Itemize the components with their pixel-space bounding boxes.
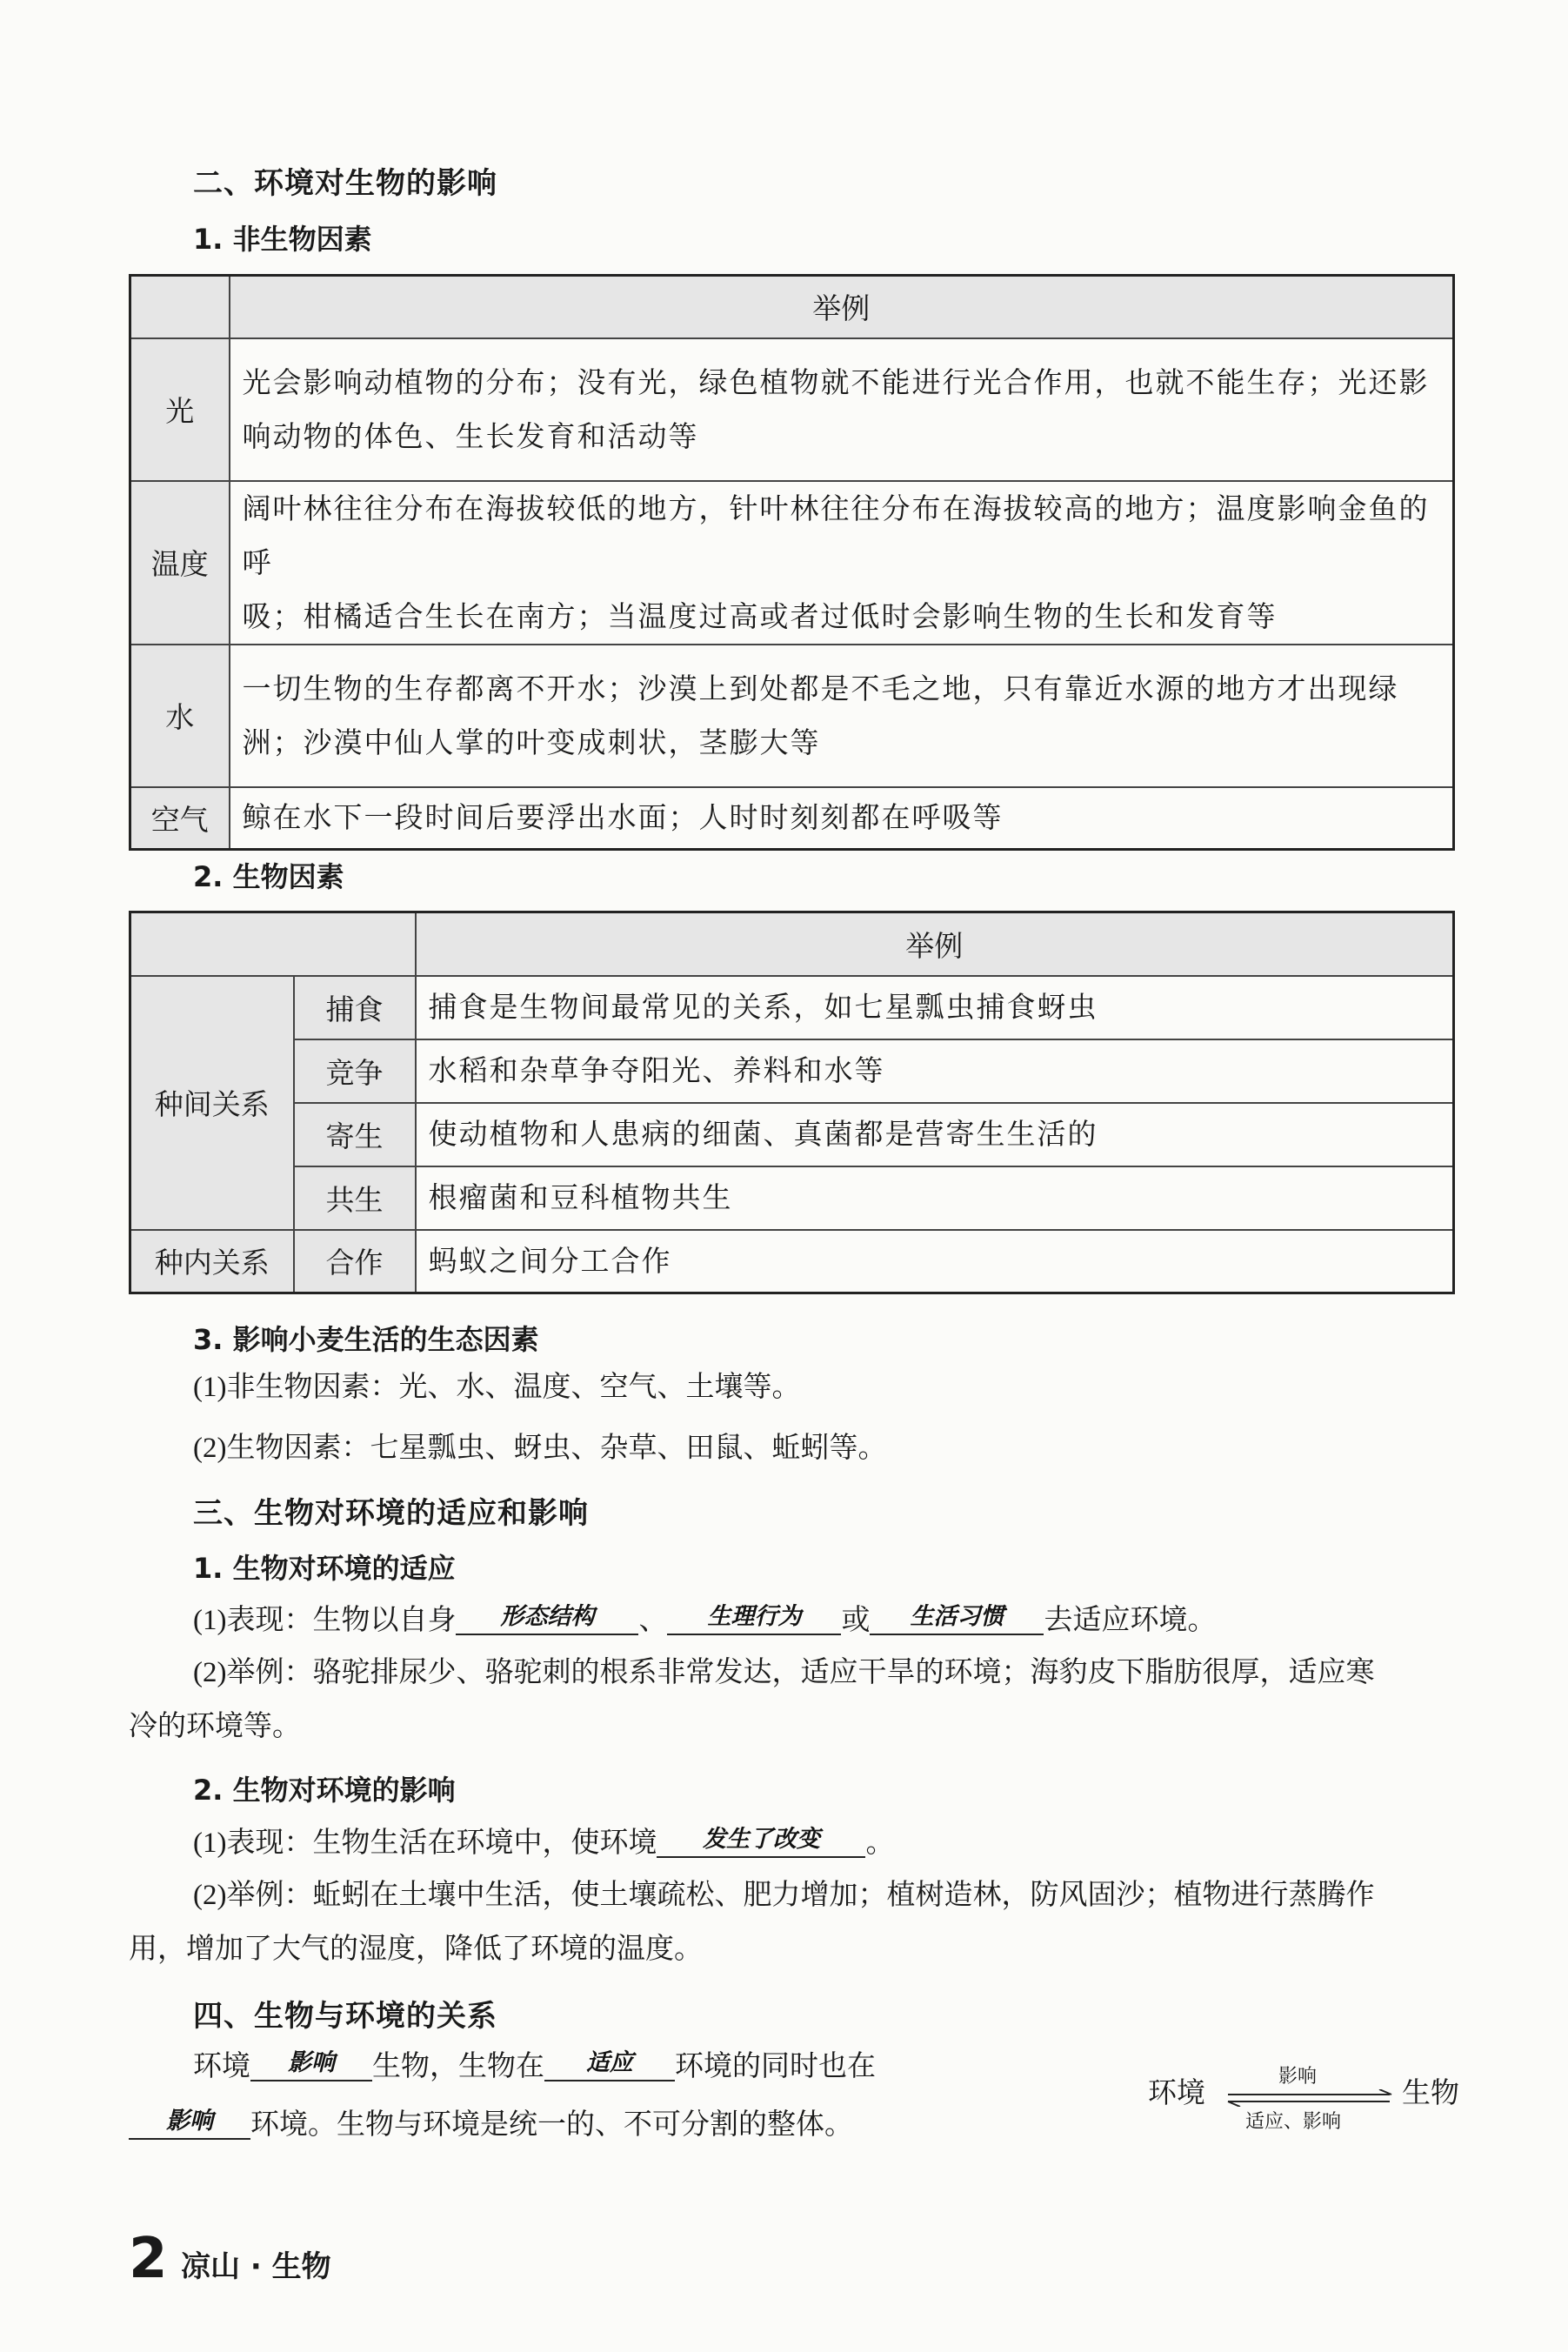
wheat-abiotic: (1)非生物因素：光、水、温度、空气、土壤等。 — [193, 1372, 801, 1403]
header-example: 举例 — [416, 912, 1454, 976]
text: 生物，生物在 — [372, 2051, 544, 2082]
example-line: 阔叶林往往分布在海拔较低的地方，针叶林往往分布在海拔较高的地方；温度影响金鱼的呼 — [242, 491, 1430, 579]
diagram-left-label: 环境 — [1148, 2078, 1205, 2109]
example-cell — [230, 481, 1454, 645]
text: 或 — [841, 1605, 871, 1636]
diagram-right-label: 生物 — [1402, 2078, 1459, 2109]
relation-type: 捕食 — [294, 976, 416, 1039]
text: 去适应环境。 — [1044, 1605, 1217, 1636]
fill-blank: 形态结构 — [456, 1602, 638, 1635]
relation-type: 合作 — [294, 1230, 416, 1293]
table-row — [130, 338, 1454, 481]
fill-blank: 生活习惯 — [870, 1602, 1044, 1635]
text: 、 — [638, 1605, 668, 1636]
influence-example-line1: (2)举例：蚯蚓在土壤中生活，使土壤疏松、肥力增加；植树造林，防风固沙；植物进行蒸腾作 — [193, 1880, 1375, 1911]
relation-example: 捕食是生物间最常见的关系，如七星瓢虫捕食蚜虫 — [416, 976, 1454, 1039]
factor-air: 空气 — [130, 787, 230, 850]
relation-example: 蚂蚁之间分工合作 — [416, 1230, 1454, 1293]
fill-blank: 发生了改变 — [657, 1825, 865, 1858]
section3-title: 三、生物对环境的适应和影响 — [193, 1496, 589, 1531]
table-row — [130, 645, 1454, 787]
section2-title: 二、环境对生物的影响 — [193, 166, 497, 201]
adaptation-example-line2: 冷的环境等。 — [129, 1711, 301, 1742]
relation-type: 寄生 — [294, 1103, 416, 1166]
relation-type: 竞争 — [294, 1039, 416, 1103]
adaptation-example-line1: (2)举例：骆驼排尿少、骆驼刺的根系非常发达，适应干旱的环境；海豹皮下脂肪很厚，适应寒 — [193, 1657, 1375, 1688]
double-arrow-icon — [1224, 2089, 1395, 2107]
example-line: 光会影响动植物的分布；没有光，绿色植物就不能进行光合作用，也就不能生存；光还影 — [242, 364, 1430, 399]
text: (1)表现：生物生活在环境中，使环境 — [193, 1827, 657, 1859]
diagram-bottom-label: 适应、影响 — [1245, 2111, 1342, 2133]
section2-sub2: 2. 生物因素 — [193, 860, 344, 893]
section2-sub3: 3. 影响小麦生活的生态因素 — [193, 1323, 539, 1356]
factor-water: 水 — [130, 645, 230, 787]
relation-example: 使动植物和人患病的细菌、真菌都是营寄生生活的 — [416, 1103, 1454, 1166]
section2-sub1: 1. 非生物因素 — [193, 223, 372, 256]
fill-blank: 影响 — [129, 2107, 250, 2140]
example-cell — [230, 787, 1454, 850]
example-line: 吸；柑橘适合生长在南方；当温度过高或者过低时会影响生物的生长和发育等 — [242, 598, 1278, 633]
relation-line1 — [193, 2048, 876, 2081]
fill-blank: 影响 — [250, 2048, 372, 2081]
page-number: 2 — [129, 2227, 168, 2291]
header-empty-cell — [130, 276, 230, 338]
wheat-biotic: (2)生物因素：七星瓢虫、蚜虫、杂草、田鼠、蚯蚓等。 — [193, 1433, 887, 1464]
header-example: 举例 — [230, 276, 1454, 338]
book-title: 凉山 · 生物 — [181, 2249, 331, 2284]
section4-title: 四、生物与环境的关系 — [193, 1999, 497, 2034]
table-header-row — [130, 276, 1454, 338]
relation-line2 — [129, 2107, 853, 2140]
section3-sub2: 2. 生物对环境的影响 — [193, 1774, 456, 1807]
example-line: 响动物的体色、生长发育和活动等 — [242, 418, 699, 453]
adaptation-manifestation — [193, 1602, 1216, 1635]
text: (1)表现：生物以自身 — [193, 1605, 457, 1636]
table-row — [130, 976, 1454, 1039]
example-line: 一切生物的生存都离不开水；沙漠上到处都是不毛之地，只有靠近水源的地方才出现绿 — [242, 671, 1399, 705]
section3-sub1: 1. 生物对环境的适应 — [193, 1552, 456, 1585]
influence-example-line2: 用，增加了大气的湿度，降低了环境的温度。 — [129, 1934, 703, 1965]
example-line: 鲸在水下一段时间后要浮出水面；人时时刻刻都在呼吸等 — [242, 800, 1004, 835]
biotic-factors-table — [129, 911, 1455, 1294]
table-row — [130, 1230, 1454, 1293]
relation-example: 根瘤菌和豆科植物共生 — [416, 1166, 1454, 1230]
relation-example: 水稻和杂草争夺阳光、养料和水等 — [416, 1039, 1454, 1103]
header-empty-cell — [130, 912, 416, 976]
relation-type: 共生 — [294, 1166, 416, 1230]
diagram-top-label: 影响 — [1278, 2066, 1318, 2088]
table-row — [130, 787, 1454, 850]
group-intraspecific: 种内关系 — [130, 1230, 294, 1293]
example-cell — [230, 338, 1454, 481]
factor-temperature: 温度 — [130, 481, 230, 645]
fill-blank: 生理行为 — [667, 1602, 841, 1635]
text: 。 — [865, 1827, 895, 1859]
table-row — [130, 1103, 1454, 1166]
table-row — [130, 1166, 1454, 1230]
table-header-row — [130, 912, 1454, 976]
group-interspecific: 种间关系 — [130, 976, 294, 1230]
abiotic-factors-table — [129, 274, 1455, 851]
text: 环境的同时也在 — [675, 2051, 876, 2082]
factor-light: 光 — [130, 338, 230, 481]
text: 环境 — [193, 2051, 250, 2082]
text: 环境。生物与环境是统一的、不可分割的整体。 — [250, 2109, 853, 2141]
example-line: 洲；沙漠中仙人掌的叶变成刺状，茎膨大等 — [242, 725, 821, 759]
table-row — [130, 481, 1454, 645]
table-row — [130, 1039, 1454, 1103]
fill-blank: 适应 — [544, 2048, 675, 2081]
environment-organism-diagram — [1148, 2055, 1461, 2133]
influence-manifestation — [193, 1825, 894, 1858]
example-cell — [230, 645, 1454, 787]
